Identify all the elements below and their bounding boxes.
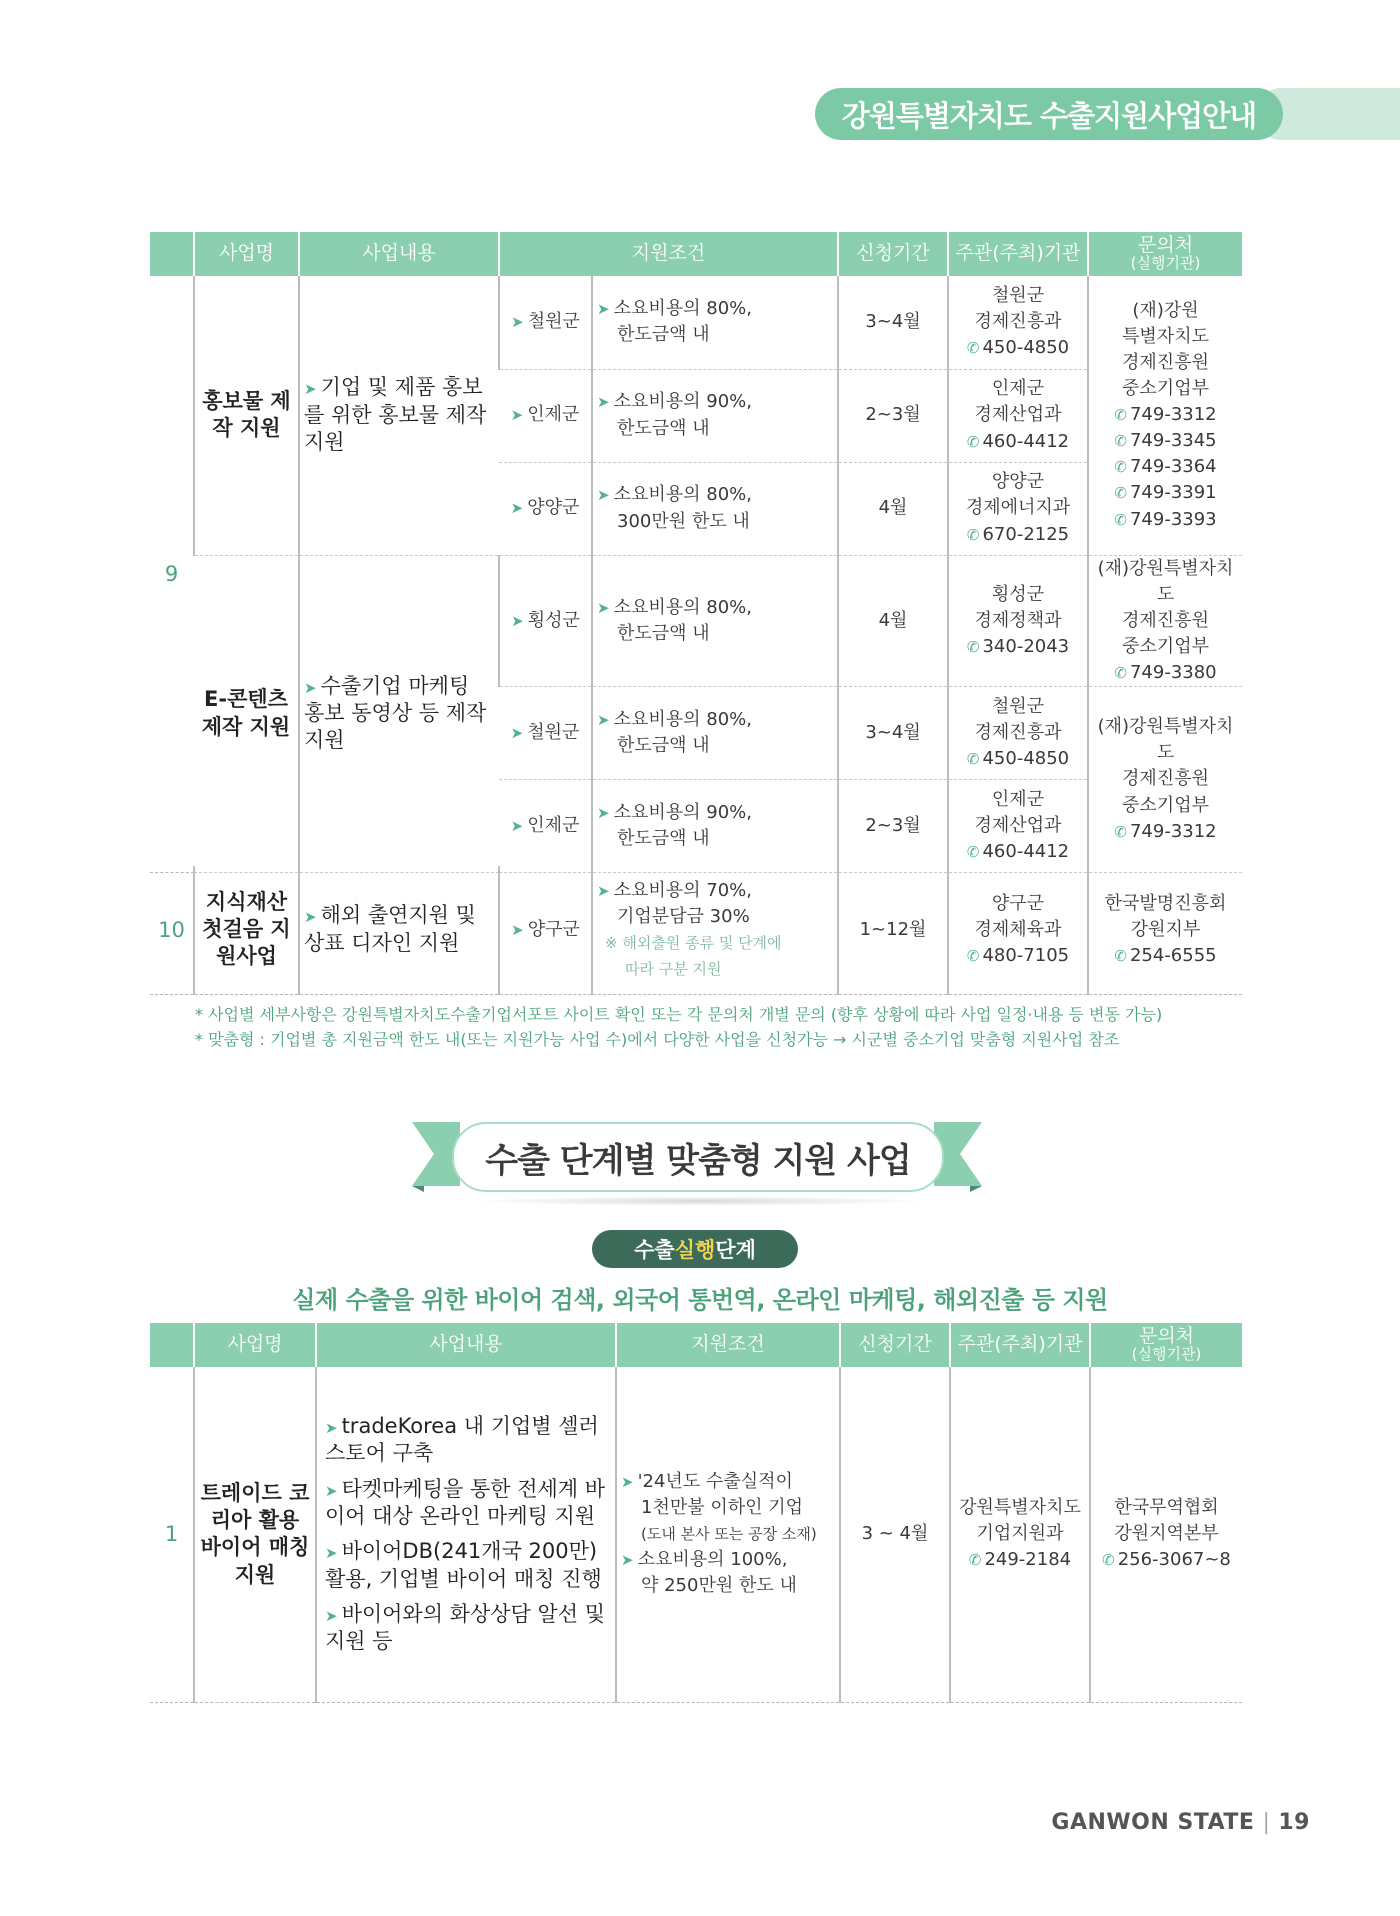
condition-line: 300만원 한도 내 xyxy=(617,510,750,532)
condition-cell xyxy=(592,555,838,686)
condition-line: 1천만불 이하인 기업 xyxy=(641,1497,803,1519)
arrow-bullet-icon: ➤ xyxy=(304,678,317,697)
header-cell-contact xyxy=(1088,232,1242,276)
phone-icon: ✆ xyxy=(1114,406,1127,425)
table-row xyxy=(150,555,1242,686)
contact-tel: 749-3380 xyxy=(1129,661,1217,683)
header-cell: 사업명 xyxy=(194,232,299,276)
phone-icon: ✆ xyxy=(1114,946,1127,965)
phone-icon: ✆ xyxy=(1114,510,1127,529)
arrow-bullet-icon: ➤ xyxy=(597,710,610,729)
arrow-bullet-icon: ➤ xyxy=(597,300,610,319)
org-cell xyxy=(948,555,1088,686)
program-name: 지식재산 첫걸음 지원사업 xyxy=(194,866,299,994)
org-line: 양구군 xyxy=(991,892,1045,914)
period-cell: 3 ~ 4월 xyxy=(840,1367,950,1702)
region-cell xyxy=(499,369,592,462)
contact-cell xyxy=(1088,555,1242,686)
program-content xyxy=(299,555,499,872)
phone-icon: ✆ xyxy=(1114,663,1127,682)
phone-icon: ✆ xyxy=(966,637,980,656)
arrow-bullet-icon: ➤ xyxy=(597,393,610,412)
period-cell: 1~12월 xyxy=(838,866,948,994)
org-cell xyxy=(948,866,1088,994)
ribbon-shadow xyxy=(470,1196,930,1206)
content-text: 타켓마케팅을 통한 전세계 바이어 대상 온라인 마케팅 지원 xyxy=(325,1476,606,1528)
header-contact-label: 문의처 xyxy=(1137,234,1194,257)
arrow-bullet-icon: ➤ xyxy=(304,380,317,399)
org-cell xyxy=(948,462,1088,555)
table-header-row xyxy=(150,1323,1242,1367)
content-item xyxy=(325,1413,611,1468)
header-cell: 지원조건 xyxy=(616,1323,840,1367)
arrow-bullet-icon: ➤ xyxy=(597,803,610,822)
arrow-bullet-icon: ➤ xyxy=(325,1481,338,1500)
period-cell: 2~3월 xyxy=(838,779,948,872)
condition-cell xyxy=(592,462,838,555)
contact-line: 특별자치도 xyxy=(1122,325,1209,347)
condition-cell xyxy=(592,686,838,779)
period-cell: 2~3월 xyxy=(838,369,948,462)
org-line: 경제체육과 xyxy=(974,918,1062,940)
region-label: 양양군 xyxy=(527,497,580,519)
header-cell: 신청기간 xyxy=(838,232,948,276)
phone-icon: ✆ xyxy=(966,339,980,358)
support-table-1-ip xyxy=(150,866,1242,995)
condition-line: '24년도 수출실적이 xyxy=(637,1471,793,1493)
pill-highlight: 실행 xyxy=(674,1238,716,1262)
org-line: 강원특별자치도 xyxy=(959,1497,1081,1519)
header-contact-sub: (실행기관) xyxy=(1131,1345,1202,1364)
org-cell xyxy=(948,779,1088,872)
header-cell xyxy=(150,1323,194,1367)
arrow-bullet-icon: ➤ xyxy=(511,611,524,630)
phone-icon: ✆ xyxy=(1102,1551,1115,1570)
header-banner: 강원특별자치도 수출지원사업안내 xyxy=(815,88,1283,140)
support-table-2 xyxy=(150,1323,1242,1703)
phone-icon: ✆ xyxy=(966,750,980,769)
ribbon-fold-left xyxy=(412,1186,424,1192)
region-label: 횡성군 xyxy=(527,609,580,631)
content-item xyxy=(325,1476,611,1531)
contact-line: 중소기업부 xyxy=(1122,378,1209,400)
section-title-ribbon xyxy=(412,1122,982,1192)
org-cell xyxy=(948,686,1088,779)
phone-icon: ✆ xyxy=(1114,822,1127,841)
footer-divider: | xyxy=(1262,1810,1271,1835)
table-row xyxy=(150,866,1242,994)
table-header-row xyxy=(150,232,1242,276)
content-text: 기업 및 제품 홍보를 위한 홍보물 제작 지원 xyxy=(304,375,487,454)
footnote-line: * 맞춤형 : 기업별 총 지원금액 한도 내(또는 지원가능 사업 수)에서 다양한 사업을 신청가능 → 시군별 중소기업 맞춤형 지원사업 참조 xyxy=(195,1029,1120,1049)
contact-cell xyxy=(1090,1367,1242,1702)
region-label: 인제군 xyxy=(527,404,580,426)
row-number: 10 xyxy=(150,866,194,994)
content-item xyxy=(325,1601,611,1656)
table-row xyxy=(150,276,1242,369)
period-cell: 4월 xyxy=(838,462,948,555)
org-line: 경제정책과 xyxy=(974,609,1062,631)
page-footer xyxy=(1051,1810,1310,1835)
content-item xyxy=(325,1538,611,1593)
pill-text: 수출 xyxy=(634,1238,675,1262)
contact-tel: 256-3067~8 xyxy=(1117,1549,1231,1571)
org-line: 기업지원과 xyxy=(976,1523,1064,1545)
header-cell: 지원조건 xyxy=(499,232,838,276)
phone-icon: ✆ xyxy=(966,843,980,862)
condition-line: 기업분담금 30% xyxy=(617,905,750,927)
page-number: 19 xyxy=(1278,1810,1310,1835)
contact-line: 강원지부 xyxy=(1130,918,1201,940)
region-cell xyxy=(499,276,592,369)
content-text: 바이어와의 화상상담 알선 및 지원 등 xyxy=(325,1601,606,1654)
pill-text: 단계 xyxy=(715,1238,756,1262)
org-line: 경제진흥과 xyxy=(974,311,1062,333)
header-cell: 주관(주최)기관 xyxy=(950,1323,1090,1367)
phone-icon: ✆ xyxy=(1114,484,1127,503)
support-table-1 xyxy=(150,232,1242,873)
footnotes xyxy=(195,1003,1162,1053)
contact-line: 강원지역본부 xyxy=(1114,1523,1219,1545)
condition-line: 소요비용의 100%, xyxy=(637,1549,788,1571)
program-name: 트레이드 코리아 활용 바이어 매칭 지원 xyxy=(194,1367,316,1702)
contact-tel: 749-3312 xyxy=(1129,820,1217,842)
org-tel: 460-4412 xyxy=(982,841,1070,863)
condition-cell xyxy=(616,1367,840,1702)
org-line: 철원군 xyxy=(991,695,1045,717)
contact-line: 경제진흥원 xyxy=(1122,768,1209,790)
org-line: 경제산업과 xyxy=(974,404,1062,426)
region-label: 인제군 xyxy=(527,814,580,836)
org-line: 양양군 xyxy=(991,471,1045,493)
org-tel: 340-2043 xyxy=(982,635,1070,657)
condition-cell xyxy=(592,276,838,369)
phone-icon: ✆ xyxy=(966,946,980,965)
condition-line: 한도금액 내 xyxy=(617,324,710,346)
org-tel: 670-2125 xyxy=(982,523,1070,545)
arrow-bullet-icon: ➤ xyxy=(597,598,610,617)
row-number: 1 xyxy=(150,1367,194,1702)
condition-cell xyxy=(592,779,838,872)
region-label: 양구군 xyxy=(527,918,580,940)
arrow-bullet-icon: ➤ xyxy=(510,499,524,518)
arrow-bullet-icon: ➤ xyxy=(510,406,524,425)
org-cell xyxy=(948,369,1088,462)
org-cell xyxy=(948,276,1088,369)
region-label: 철원군 xyxy=(527,721,580,743)
contact-tel: 749-3345 xyxy=(1129,430,1217,452)
program-content xyxy=(299,276,499,555)
condition-line: 소요비용의 90%, xyxy=(613,391,752,413)
arrow-bullet-icon: ➤ xyxy=(621,1551,634,1570)
condition-line: 소요비용의 70%, xyxy=(613,879,752,901)
header-cell: 사업내용 xyxy=(299,232,499,276)
content-text: tradeKorea 내 기업별 셀러스토어 구축 xyxy=(325,1414,599,1466)
program-content xyxy=(316,1367,616,1702)
org-line: 철원군 xyxy=(991,285,1045,307)
period-cell: 3~4월 xyxy=(838,686,948,779)
program-content xyxy=(299,866,499,994)
org-line: 경제에너지과 xyxy=(965,497,1071,519)
header-cell-contact xyxy=(1090,1323,1242,1367)
contact-cell xyxy=(1088,866,1242,994)
contact-line: 중소기업부 xyxy=(1122,794,1209,816)
footer-brand: GANWON STATE xyxy=(1051,1810,1255,1835)
header-cell: 사업명 xyxy=(194,1323,316,1367)
program-name: E-콘텐츠 제작 지원 xyxy=(194,555,299,872)
content-text: 수출기업 마케팅 홍보 동영상 등 제작 지원 xyxy=(304,673,487,753)
phone-icon: ✆ xyxy=(966,525,980,544)
org-line: 경제산업과 xyxy=(974,814,1062,836)
arrow-bullet-icon: ➤ xyxy=(325,1544,338,1563)
contact-line: (재)강원특별자치도 xyxy=(1097,716,1234,764)
header-cell: 주관(주최)기관 xyxy=(948,232,1088,276)
org-tel: 249-2184 xyxy=(984,1549,1072,1571)
contact-tel: 254-6555 xyxy=(1129,944,1217,966)
contact-line: 한국발명진흥회 xyxy=(1104,892,1227,914)
contact-tel: 749-3312 xyxy=(1129,404,1217,426)
contact-line: 한국무역협회 xyxy=(1114,1497,1219,1519)
condition-line: 한도금액 내 xyxy=(617,734,710,756)
arrow-bullet-icon: ➤ xyxy=(325,1419,338,1438)
org-line: 인제군 xyxy=(991,378,1045,400)
arrow-bullet-icon: ➤ xyxy=(510,723,524,742)
region-cell xyxy=(499,686,592,779)
arrow-bullet-icon: ➤ xyxy=(325,1606,338,1625)
phone-icon: ✆ xyxy=(966,432,980,451)
content-text: 해외 출연지원 및 상표 디자인 지원 xyxy=(304,903,476,955)
contact-line: 경제진흥원 xyxy=(1122,609,1209,631)
condition-line: (도내 본사 또는 공장 소재) xyxy=(641,1525,817,1544)
contact-line: (재)강원 xyxy=(1132,299,1199,321)
contact-cell xyxy=(1088,686,1242,872)
arrow-bullet-icon: ➤ xyxy=(597,881,610,900)
arrow-bullet-icon: ➤ xyxy=(511,313,524,332)
condition-line: 소요비용의 80%, xyxy=(613,298,752,320)
region-cell xyxy=(499,462,592,555)
table-row xyxy=(150,1367,1242,1702)
period-cell: 4월 xyxy=(838,555,948,686)
condition-line: 약 250만원 한도 내 xyxy=(641,1575,797,1597)
condition-line: 한도금액 내 xyxy=(617,827,710,849)
org-line: 경제진흥과 xyxy=(974,721,1062,743)
org-cell xyxy=(950,1367,1090,1702)
arrow-bullet-icon: ➤ xyxy=(511,920,524,939)
condition-note: ※ 해외출원 종류 및 단계에 xyxy=(605,933,782,952)
org-tel: 450-4850 xyxy=(982,337,1070,359)
region-cell xyxy=(499,555,592,686)
arrow-bullet-icon: ➤ xyxy=(621,1473,634,1492)
contact-tel: 749-3393 xyxy=(1129,508,1217,530)
contact-line: (재)강원특별자치도 xyxy=(1097,557,1234,605)
condition-note: 따라 구분 지원 xyxy=(625,959,722,978)
header-banner-wrap xyxy=(815,88,1400,140)
phone-icon: ✆ xyxy=(968,1551,982,1570)
arrow-bullet-icon: ➤ xyxy=(510,816,524,835)
condition-line: 소요비용의 80%, xyxy=(613,708,752,730)
org-line: 인제군 xyxy=(991,788,1045,810)
phone-icon: ✆ xyxy=(1114,432,1127,451)
condition-line: 소요비용의 80%, xyxy=(613,484,752,506)
header-cell: 신청기간 xyxy=(840,1323,950,1367)
contact-cell xyxy=(1088,276,1242,555)
contact-line: 중소기업부 xyxy=(1122,635,1209,657)
org-tel: 460-4412 xyxy=(982,430,1070,452)
condition-line: 한도금액 내 xyxy=(617,622,710,644)
program-name: 홍보물 제작 지원 xyxy=(194,276,299,555)
org-tel: 450-4850 xyxy=(982,748,1070,770)
region-cell xyxy=(499,866,592,994)
contact-tel: 749-3364 xyxy=(1129,456,1217,478)
contact-tel: 749-3391 xyxy=(1129,482,1217,504)
region-cell xyxy=(499,779,592,872)
header-contact-label: 문의처 xyxy=(1138,1325,1195,1348)
section-title: 수출 단계별 맞춤형 지원 사업 xyxy=(452,1122,944,1192)
period-cell: 3~4월 xyxy=(838,276,948,369)
row-number: 9 xyxy=(150,276,194,872)
header-cell: 사업내용 xyxy=(316,1323,616,1367)
phone-icon: ✆ xyxy=(1114,458,1127,477)
arrow-bullet-icon: ➤ xyxy=(304,908,317,927)
ribbon-fold-right xyxy=(970,1186,982,1192)
contact-line: 경제진흥원 xyxy=(1122,352,1209,374)
condition-cell xyxy=(592,866,838,994)
arrow-bullet-icon: ➤ xyxy=(597,486,610,505)
region-label: 철원군 xyxy=(527,311,580,333)
condition-cell xyxy=(592,369,838,462)
stage-pill xyxy=(592,1230,798,1268)
org-tel: 480-7105 xyxy=(982,944,1070,966)
section-subtitle: 실제 수출을 위한 바이어 검색, 외국어 통번역, 온라인 마케팅, 해외진출 등 지원 xyxy=(292,1286,1108,1314)
footnote-line: * 사업별 세부사항은 강원특별자치도수출기업서포트 사이트 확인 또는 각 문의처 개별 문의 (향후 상황에 따라 사업 일정·내용 등 변동 가능) xyxy=(195,1005,1163,1024)
content-text: 바이어DB(241개국 200만) 활용, 기업별 바이어 매칭 진행 xyxy=(325,1539,602,1591)
org-line: 횡성군 xyxy=(991,583,1045,605)
condition-line: 소요비용의 90%, xyxy=(613,801,752,823)
header-contact-sub: (실행기관) xyxy=(1130,254,1201,273)
condition-line: 소요비용의 80%, xyxy=(613,596,752,618)
header-cell xyxy=(150,232,194,276)
condition-line: 한도금액 내 xyxy=(617,417,710,439)
